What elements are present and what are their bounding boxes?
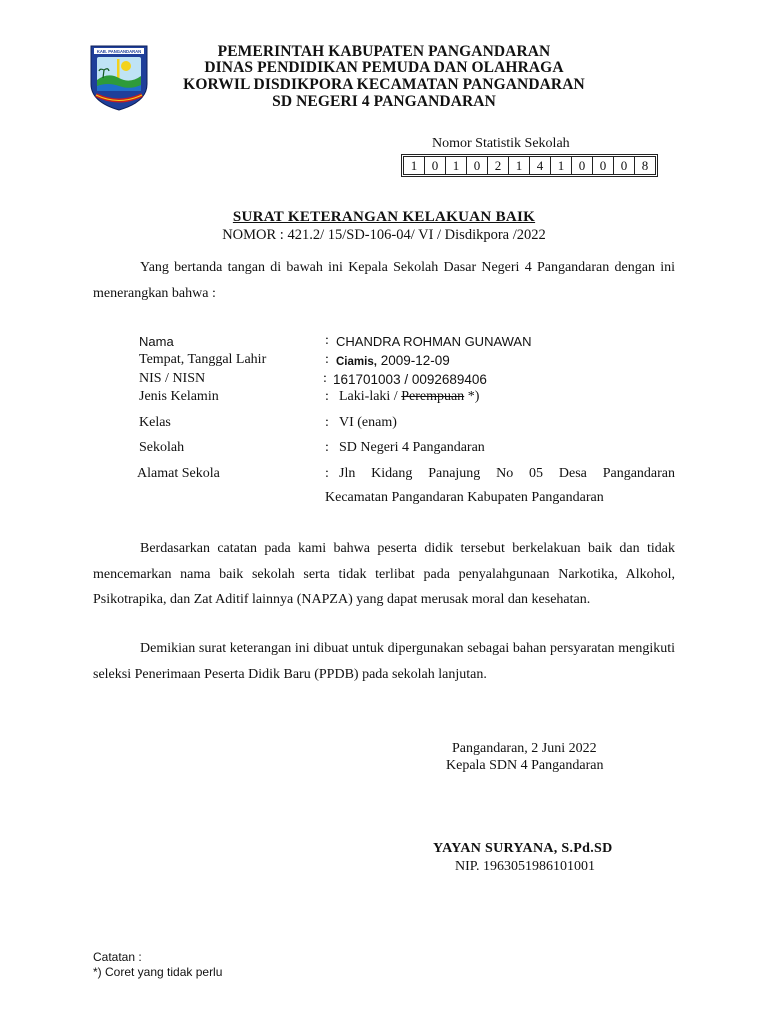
header-korwil: KORWIL DISDIKPORA KECAMATAN PANGANDARAN	[183, 76, 585, 93]
field-value-kelas: VI (enam)	[339, 415, 397, 430]
nss-digit: 1	[446, 157, 467, 174]
nss-digit: 4	[530, 157, 551, 174]
field-label-nama: Nama	[139, 334, 174, 349]
nss-digit: 0	[467, 157, 488, 174]
note-text: *) Coret yang tidak perlu	[93, 965, 223, 979]
document-title: SURAT KETERANGAN KELAKUAN BAIK	[232, 209, 536, 225]
field-label-nis: NIS / NISN	[139, 371, 206, 386]
signatory-nip: NIP. 1963051986101001	[455, 859, 596, 874]
field-colon: :	[325, 466, 329, 481]
field-colon: :	[325, 440, 329, 455]
nss-digit: 2	[488, 157, 509, 174]
field-label-kelas: Kelas	[139, 415, 171, 430]
field-label-gender: Jenis Kelamin	[139, 389, 219, 404]
field-value-nama: CHANDRA ROHMAN GUNAWAN	[336, 334, 532, 349]
note-label: Catatan :	[93, 950, 142, 964]
header-department: DINAS PENDIDIKAN PEMUDA DAN OLAHRAGA	[204, 59, 564, 76]
field-colon: :	[325, 415, 329, 430]
nss-digit: 0	[593, 157, 614, 174]
field-colon: :	[325, 352, 329, 367]
field-colon: :	[325, 333, 329, 348]
field-value-sekolah: SD Negeri 4 Pangandaran	[339, 440, 485, 455]
nss-label: Nomor Statistik Sekolah	[432, 136, 570, 151]
nss-digit: 8	[641, 158, 649, 173]
field-value-ttl	[336, 353, 450, 368]
field-label-ttl: Tempat, Tanggal Lahir	[139, 352, 267, 367]
statement-paragraph: Berdasarkan catatan pada kami bahwa peserta didik tersebut berkelakuan baik dan tidak mencemarkan nama baik sekolah serta tidak terlibat pada penyalahgunaan Narkotika, Alkohol, Psikotrapika, dan Zat Aditif lainnya (NAPZA) yang dapat merusak moral dan kesehatan.	[93, 541, 675, 607]
gender-footnote-mark: *)	[467, 389, 480, 404]
field-label-alamat: Alamat Sekola	[137, 466, 220, 481]
field-value-nis: 161701003 / 0092689406	[333, 372, 487, 387]
birthplace: Ciamis,	[336, 356, 377, 368]
document-number: NOMOR : 421.2/ 15/SD-106-04/ VI / Disdikpora /2022	[222, 227, 546, 243]
header-government: PEMERINTAH KABUPATEN PANGANDARAN	[217, 43, 551, 60]
field-value-alamat-line2: Kecamatan Pangandaran Kabupaten Pangandaran	[325, 490, 604, 505]
signatory-name: YAYAN SURYANA, S.Pd.SD	[433, 841, 613, 856]
field-label-sekolah: Sekolah	[139, 440, 185, 455]
logo-caption: KAB. PANGANDARAN	[96, 49, 142, 54]
field-value-alamat-line1: Jln Kidang Panajung No 05 Desa Pangandaran	[339, 466, 675, 481]
signature-position: Kepala SDN 4 Pangandaran	[446, 758, 604, 773]
gender-female-struck: Perempuan	[401, 389, 465, 404]
birthdate: 2009-12-09	[380, 353, 450, 368]
field-colon: :	[325, 389, 329, 404]
intro-paragraph: Yang bertanda tangan di bawah ini Kepala Sekolah Dasar Negeri 4 Pangandaran dengan ini menerangkan bahwa :	[93, 260, 675, 301]
closing-paragraph: Demikian surat keterangan ini dibuat untuk dipergunakan sebagai bahan persyaratan mengikuti seleksi Penerimaan Peserta Didik Baru (PPDB) pada sekolah lanjutan.	[93, 641, 675, 682]
nss-digit: 1	[509, 157, 530, 174]
signature-place-date: Pangandaran, 2 Juni 2022	[452, 741, 597, 756]
gender-male: Laki-laki /	[339, 389, 398, 404]
field-colon: :	[323, 371, 327, 386]
nss-digit: 1	[551, 157, 572, 174]
nss-number-boxes	[403, 156, 656, 175]
nss-digit: 1	[404, 157, 425, 174]
header-school: SD NEGERI 4 PANGANDARAN	[272, 93, 496, 110]
field-value-gender	[339, 389, 479, 405]
nss-digit: 0	[572, 157, 593, 174]
nss-digit: 0	[614, 157, 635, 174]
nss-digit: 0	[425, 157, 446, 174]
